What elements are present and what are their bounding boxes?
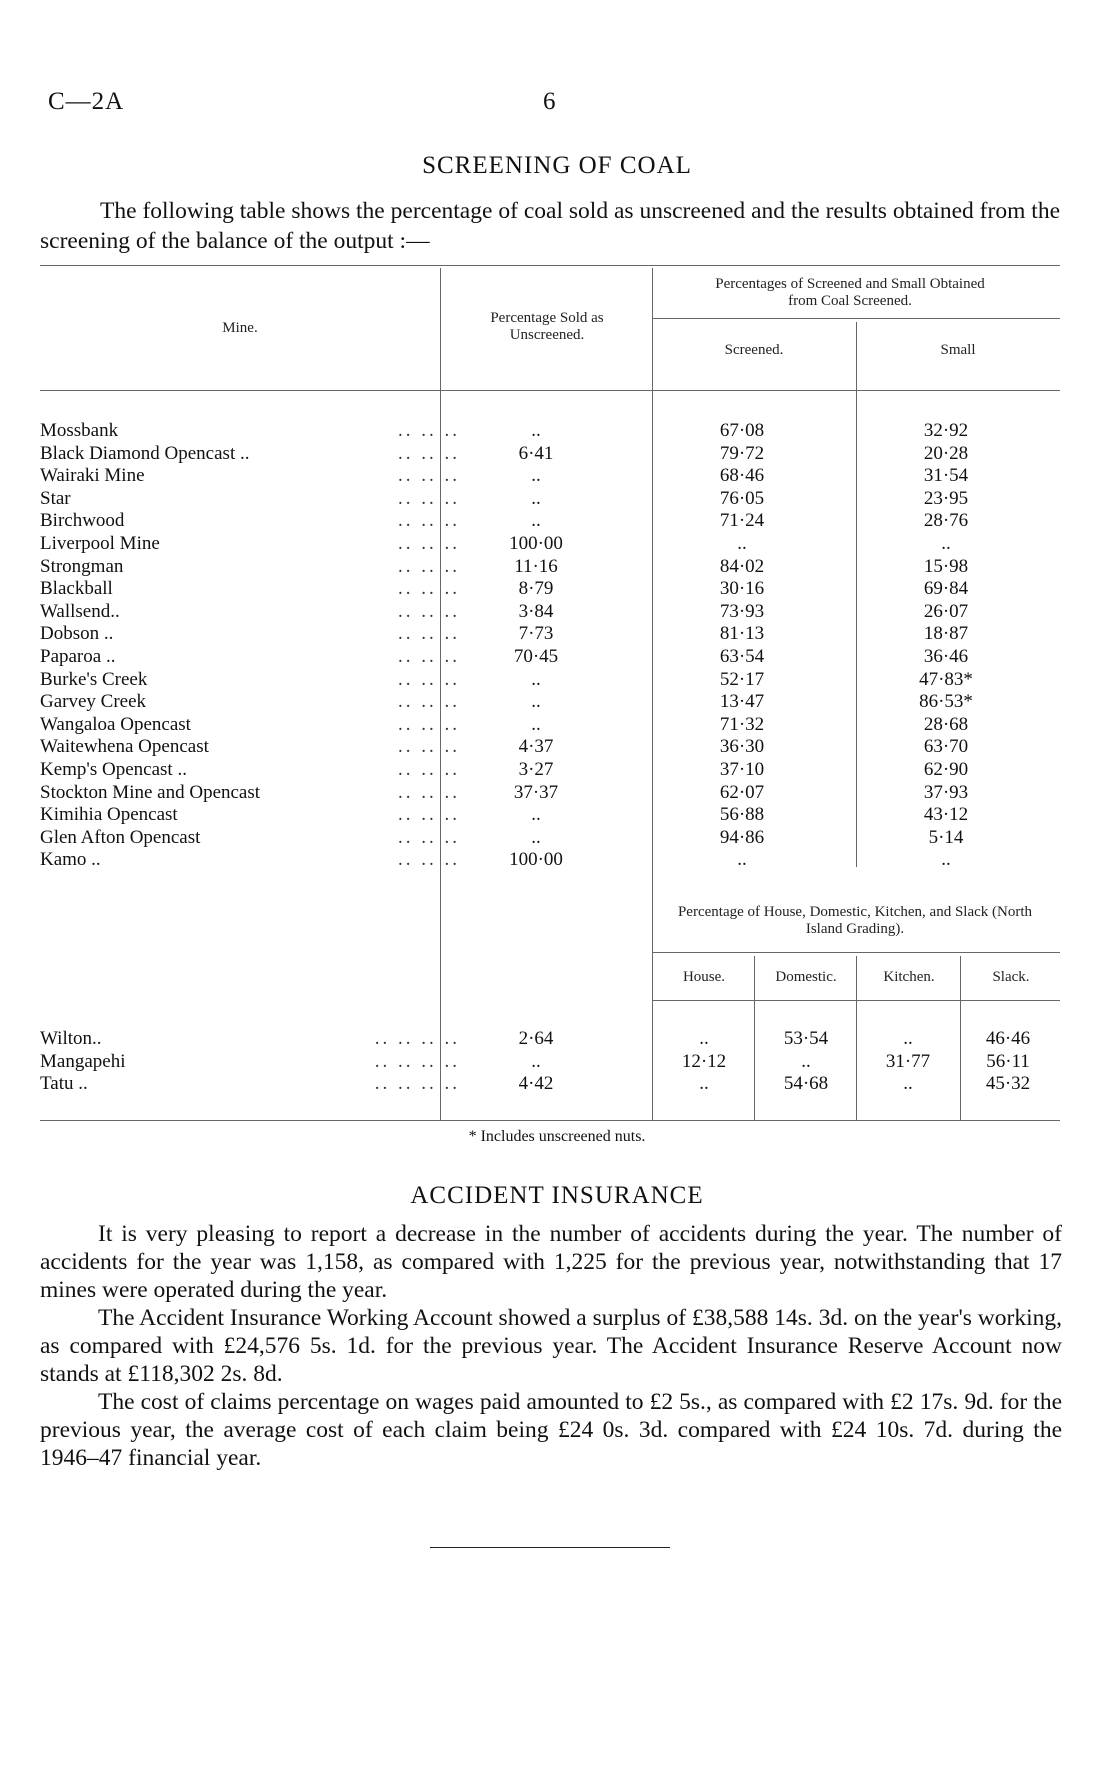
leader-dots: .. .. .. — [398, 510, 460, 532]
table-row — [40, 759, 1060, 781]
table-header-rule — [40, 390, 1060, 391]
mine-name: Kemp's Opencast .. — [40, 759, 187, 780]
mine-name: Liverpool Mine — [40, 533, 160, 554]
leader-dots: .. .. .. — [398, 578, 460, 600]
header-unscreened: Percentage Sold as Unscreened. — [490, 310, 604, 343]
kitchen-value: .. — [903, 1073, 913, 1095]
mine-name: Wairaki Mine — [40, 465, 145, 487]
header-kitchen: Kitchen. — [883, 969, 935, 985]
unscreened-value: .. — [531, 691, 541, 713]
table-row — [40, 488, 1060, 510]
mine-name: Wilton.. — [40, 1028, 102, 1049]
header-slack: Slack. — [992, 969, 1030, 985]
unscreened-value: 2·64 — [518, 1028, 554, 1049]
table-row — [40, 804, 1060, 826]
unscreened-value: 3·84 — [518, 600, 554, 622]
unscreened-value: 4·37 — [518, 736, 554, 758]
leader-dots: .. .. .. — [398, 420, 460, 441]
unscreened-value: .. — [531, 804, 541, 826]
mine-name: Dobson .. — [40, 623, 114, 645]
leader-dots: .. .. .. .. — [374, 1073, 460, 1095]
intro-text — [40, 196, 1060, 256]
header-group-north: Percentage of House, Domestic, Kitchen, and Slack (North Island Grading). — [677, 904, 1033, 937]
screened-value: 36·30 — [719, 736, 765, 758]
house-value: .. — [699, 1028, 709, 1049]
screened-value: .. — [737, 533, 747, 554]
screened-value: 71·32 — [719, 713, 765, 735]
unscreened-value: .. — [531, 668, 541, 690]
kitchen-value: 31·77 — [885, 1050, 931, 1072]
leader-dots: .. .. .. — [398, 487, 460, 509]
table-row — [40, 510, 1060, 532]
unscreened-value: .. — [531, 465, 541, 487]
small-value: 20·28 — [923, 442, 969, 464]
table-row — [40, 601, 1060, 623]
mine-name: Mangapehi — [40, 1050, 126, 1072]
table-row-north — [40, 1028, 1060, 1050]
house-value: 12·12 — [681, 1050, 727, 1072]
table-row — [40, 623, 1060, 645]
table-row — [40, 556, 1060, 578]
mine-name: Strongman — [40, 555, 124, 577]
screened-value: 76·05 — [719, 487, 765, 509]
screened-value: 79·72 — [719, 442, 765, 464]
mine-name: Burke's Creek — [40, 668, 148, 690]
small-value: 28·68 — [923, 713, 969, 735]
small-value: 43·12 — [923, 804, 969, 826]
leader-dots: .. .. .. — [398, 826, 460, 848]
paragraph: The Accident Insurance Working Account showed a surplus of £38,588 14s. 3d. on the year's working, as compared with £24,576 5s. 1d. for the previous year. The Accident Insurance Reserve Account now stands at £118,302 2s. 8d. — [40, 1305, 1062, 1387]
house-value: .. — [699, 1073, 709, 1095]
screened-value: 62·07 — [719, 781, 765, 803]
screened-value: 71·24 — [719, 510, 765, 532]
screened-value: 84·02 — [719, 555, 765, 577]
mine-name: Stockton Mine and Opencast — [40, 781, 261, 803]
accident-insurance-text — [40, 1220, 1062, 1472]
mine-name: Blackball — [40, 578, 113, 600]
table-row-north — [40, 1051, 1060, 1073]
domestic-value: .. — [801, 1050, 811, 1072]
table-row — [40, 533, 1060, 555]
unscreened-value: 4·42 — [518, 1073, 554, 1095]
domestic-value: 53·54 — [783, 1028, 829, 1049]
leader-dots: .. .. .. — [398, 736, 460, 758]
table-row — [40, 669, 1060, 691]
document-series: C—2A — [48, 88, 125, 115]
leader-dots: .. .. .. — [398, 465, 460, 487]
screened-value: 94·86 — [719, 826, 765, 848]
group-header-rule — [652, 318, 1060, 319]
small-value: 18·87 — [923, 623, 969, 645]
mine-name: Paparoa .. — [40, 646, 116, 667]
screened-value: .. — [737, 849, 747, 871]
mine-name: Birchwood — [40, 510, 125, 532]
small-value: 63·70 — [923, 736, 969, 758]
paragraph: It is very pleasing to report a decrease in the number of accidents during the year. The number of accidents for the year was 1,158, as compared with 1,225 for the previous year, notwithstanding that 17 mines were operated during the year. — [40, 1221, 1062, 1303]
paragraph: The cost of claims percentage on wages paid amounted to £2 5s., as compared with £2 17s. 9d. for the previous year, the average cost of each claim being £24 0s. 3d. compared with £24 10s. 7d. during the 1946–47 financial year. — [40, 1389, 1062, 1471]
small-value: 23·95 — [923, 487, 969, 509]
screened-value: 13·47 — [719, 691, 765, 713]
section-title-accident: ACCIDENT INSURANCE — [410, 1182, 704, 1209]
mine-name: Kamo .. — [40, 849, 101, 871]
table-footnote: * Includes unscreened nuts. — [468, 1128, 646, 1145]
mine-name: Mossbank — [40, 420, 119, 441]
mine-name: Waitewhena Opencast — [40, 736, 209, 758]
small-value: 26·07 — [923, 600, 969, 622]
page-number: 6 — [543, 88, 556, 115]
small-value: 86·53* — [919, 691, 973, 713]
screened-value: 63·54 — [719, 646, 765, 667]
unscreened-value: .. — [531, 510, 541, 532]
leader-dots: .. .. .. — [398, 623, 460, 645]
end-rule — [430, 1547, 670, 1548]
leader-dots: .. .. .. — [398, 713, 460, 735]
table-top-rule — [40, 265, 1060, 266]
mine-name: Kimihia Opencast — [40, 804, 178, 826]
mine-name: Black Diamond Opencast .. — [40, 442, 250, 464]
small-value: 15·98 — [923, 555, 969, 577]
mine-name: Tatu .. — [40, 1073, 88, 1095]
kitchen-value: .. — [903, 1028, 913, 1049]
mine-name: Wallsend.. — [40, 600, 120, 622]
small-value: 47·83* — [919, 668, 973, 690]
table-bottom-rule — [40, 1120, 1060, 1121]
small-value: 32·92 — [923, 420, 969, 441]
leader-dots: .. .. .. — [398, 691, 460, 713]
leader-dots: .. .. .. .. — [374, 1028, 460, 1049]
mine-name: Star — [40, 487, 71, 509]
leader-dots: .. .. .. — [398, 804, 460, 826]
table-row — [40, 420, 1060, 442]
unscreened-value: 3·27 — [518, 759, 554, 780]
unscreened-value: 37·37 — [513, 781, 559, 803]
intro-paragraph: The following table shows the percentage of coal sold as unscreened and the results obtained from the screening of the balance of the output :— — [40, 198, 1060, 254]
unscreened-value: 100·00 — [509, 849, 563, 871]
leader-dots: .. .. .. — [398, 759, 460, 780]
screened-value: 68·46 — [719, 465, 765, 487]
mine-name: Glen Afton Opencast — [40, 826, 201, 848]
unscreened-value: .. — [531, 713, 541, 735]
small-value: .. — [941, 849, 951, 871]
table-row — [40, 646, 1060, 668]
screened-value: 37·10 — [719, 759, 765, 780]
leader-dots: .. .. .. — [398, 781, 460, 803]
slack-value: 45·32 — [985, 1073, 1031, 1095]
leader-dots: .. .. .. — [398, 849, 460, 871]
table-row — [40, 443, 1060, 465]
unscreened-value: .. — [531, 420, 541, 441]
unscreened-value: 8·79 — [518, 578, 554, 600]
leader-dots: .. .. .. — [398, 533, 460, 554]
table-row — [40, 465, 1060, 487]
mine-name: Garvey Creek — [40, 691, 147, 713]
small-value: 5·14 — [928, 826, 964, 848]
screened-value: 67·08 — [719, 420, 765, 441]
unscreened-value: 7·73 — [518, 623, 554, 645]
screened-value: 52·17 — [719, 668, 765, 690]
header-small: Small — [940, 342, 976, 358]
table-row — [40, 736, 1060, 758]
screened-value: 81·13 — [719, 623, 765, 645]
header-mine: Mine. — [222, 320, 258, 336]
screened-value: 73·93 — [719, 600, 765, 622]
leader-dots: .. .. .. — [398, 555, 460, 577]
table-row — [40, 827, 1060, 849]
table-row — [40, 578, 1060, 600]
small-value: .. — [941, 533, 951, 554]
small-value: 62·90 — [923, 759, 969, 780]
slack-value: 46·46 — [985, 1028, 1031, 1049]
header-house: House. — [682, 969, 726, 985]
slack-value: 56·11 — [986, 1050, 1030, 1072]
unscreened-value: 70·45 — [513, 646, 559, 667]
unscreened-value: .. — [531, 826, 541, 848]
section-title-screening: SCREENING OF COAL — [422, 152, 692, 179]
leader-dots: .. .. .. .. — [374, 1050, 460, 1072]
header-screened: Screened. — [724, 342, 784, 358]
domestic-value: 54·68 — [783, 1073, 829, 1095]
unscreened-value: .. — [531, 1050, 541, 1072]
leader-dots: .. .. .. — [398, 668, 460, 690]
small-value: 36·46 — [923, 646, 969, 667]
table-row — [40, 849, 1060, 871]
table-row — [40, 714, 1060, 736]
header-group-screened: Percentages of Screened and Small Obtained from Coal Screened. — [715, 276, 985, 309]
small-value: 31·54 — [923, 465, 969, 487]
small-value: 37·93 — [923, 781, 969, 803]
table-row — [40, 691, 1060, 713]
leader-dots: .. .. .. — [398, 442, 460, 464]
leader-dots: .. .. .. — [398, 600, 460, 622]
mine-name: Wangaloa Opencast — [40, 713, 191, 735]
small-value: 69·84 — [923, 578, 969, 600]
leader-dots: .. .. .. — [398, 646, 460, 667]
header-domestic: Domestic. — [775, 969, 837, 985]
unscreened-value: 100·00 — [509, 533, 563, 554]
screened-value: 30·16 — [719, 578, 765, 600]
table-row-north — [40, 1073, 1060, 1095]
unscreened-value: 11·16 — [514, 555, 558, 577]
table-row — [40, 782, 1060, 804]
screened-value: 56·88 — [719, 804, 765, 826]
unscreened-value: .. — [531, 487, 541, 509]
small-value: 28·76 — [923, 510, 969, 532]
north-group-rule — [652, 952, 1060, 953]
unscreened-value: 6·41 — [518, 442, 554, 464]
